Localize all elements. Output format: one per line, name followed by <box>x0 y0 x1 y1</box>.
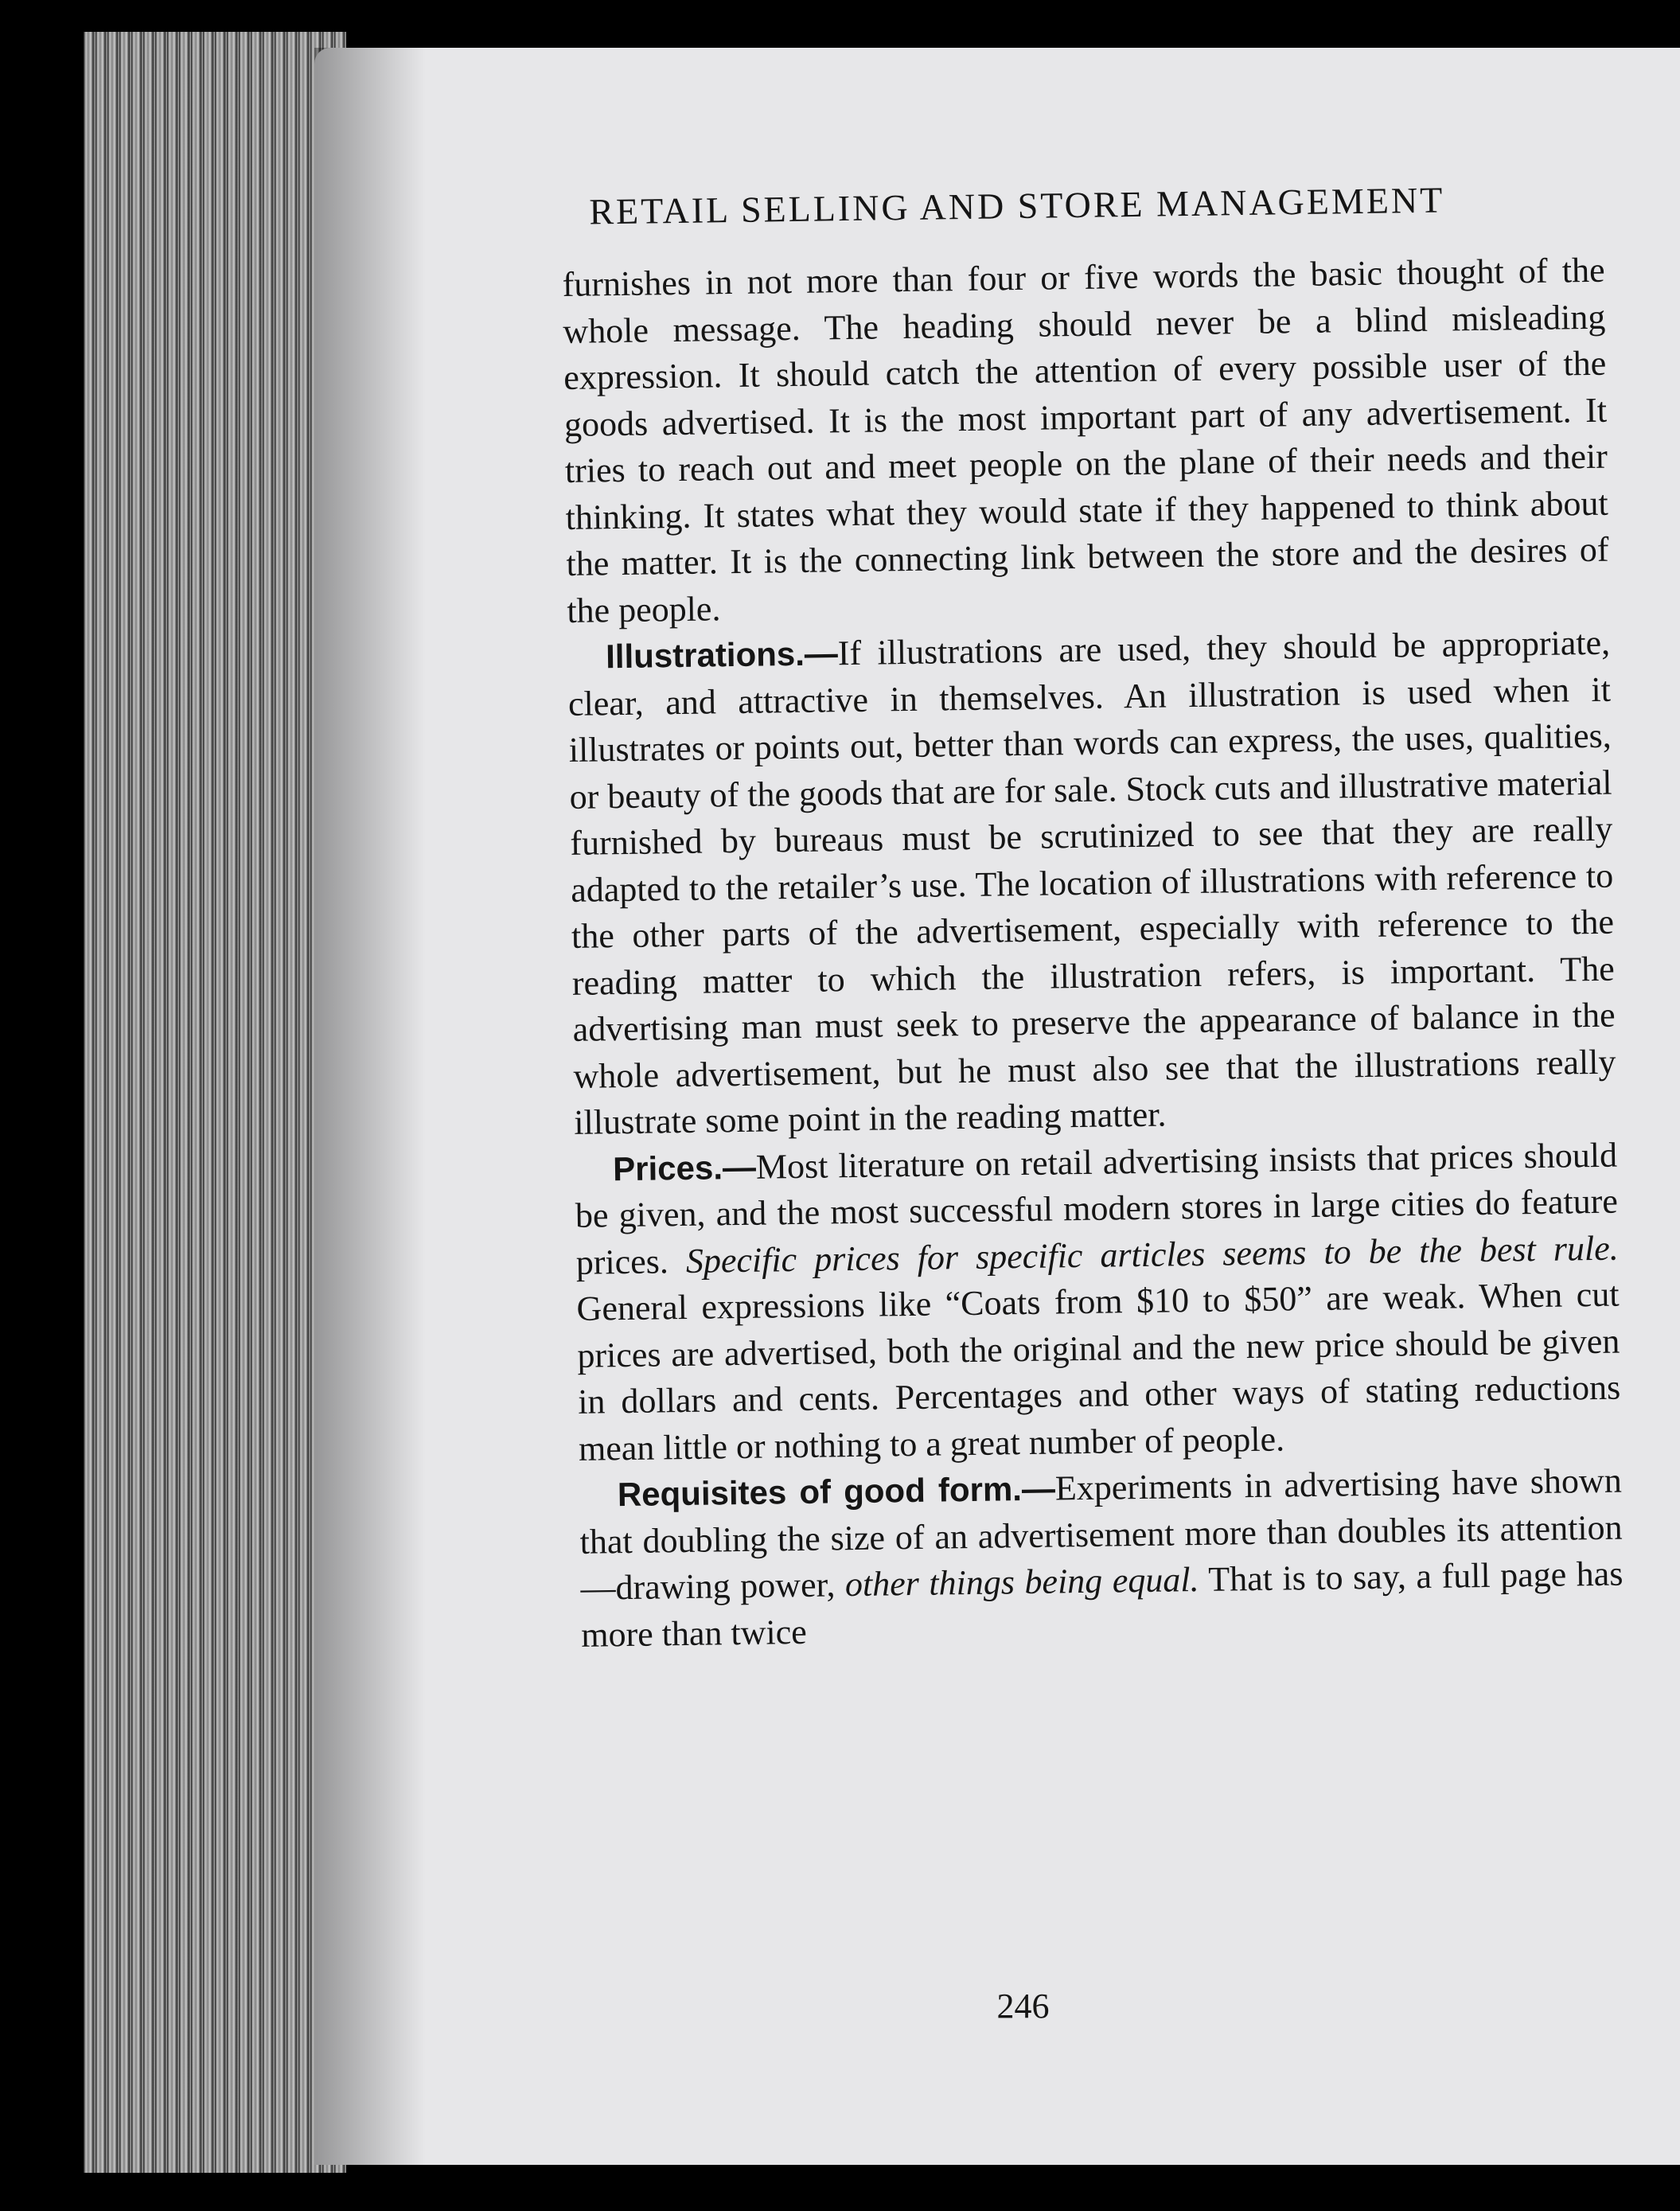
paragraph <box>567 620 1617 1147</box>
body-text <box>562 248 1623 1659</box>
gutter-shadow <box>314 48 426 2165</box>
book-page-edges <box>84 32 346 2173</box>
paragraph <box>579 1458 1623 1659</box>
scan-border <box>0 2173 1680 2211</box>
text-run: General expressions like “Coats from $10 to $50” are weak. When cut prices are advertised, both the original and the new price should be given in dollars and cents. Percentages and other ways of stating reductions mean little or nothing to a great number of people. <box>576 1274 1621 1468</box>
text-run: Most literature on retail advertising insists that prices should be given, and the most successful modern stores in large cities do feature prices. <box>575 1135 1619 1282</box>
paragraph-heading: Requisites of good form.— <box>617 1469 1056 1514</box>
text-run: Experiments in advertising have shown that doubling the size of an advertisement more than doubles its attention—drawing power, <box>579 1460 1623 1608</box>
page-number: 246 <box>996 1987 1050 2026</box>
paragraph <box>562 248 1609 634</box>
paragraph <box>575 1132 1622 1472</box>
paragraph-heading: Prices.— <box>612 1148 757 1187</box>
text-run: If illustrations are used, they should be appropriate, clear, and attractive in themselves. An illustration is used when it illustrates or points out, better than words can express, the uses, qualities, or beauty of the goods that are for sale. Stock cuts and illustrative material furnished by bureaus must be scrutinized to see that they are really adapted to the retailer’s use. The location of illustrations with reference to the other parts of the advertisement, especially with reference to the reading matter to which the illustration refers, is important. The advertising man must seek to preserve the appearance of balance in the whole advertisement, but he must also see that the illustrations really illustrate some point in the reading matter. <box>567 622 1616 1142</box>
text-run: That is to say, a full page has more than twice <box>580 1554 1623 1655</box>
running-head: RETAIL SELLING AND STORE MANAGEMENT <box>589 179 1445 232</box>
text-run: furnishes in not more than four or five words the basic thought of the whole message. The heading should never be a blind misleading expression. It should catch the attention of every possible user of the goods advertised. It is the most important part of any advertisement. It tries to reach out and meet people on the plane of their needs and their thinking. It states what they would state if they happened to think about the matter. It is the connecting link between the store and the desires of the people. <box>562 250 1609 630</box>
page-content <box>561 177 1624 1659</box>
paragraph-heading: Illustrations.— <box>605 634 839 676</box>
italic-text: other things being equal. <box>844 1559 1199 1605</box>
italic-text: Specific prices for specific articles seems to be the best rule. <box>685 1228 1620 1281</box>
